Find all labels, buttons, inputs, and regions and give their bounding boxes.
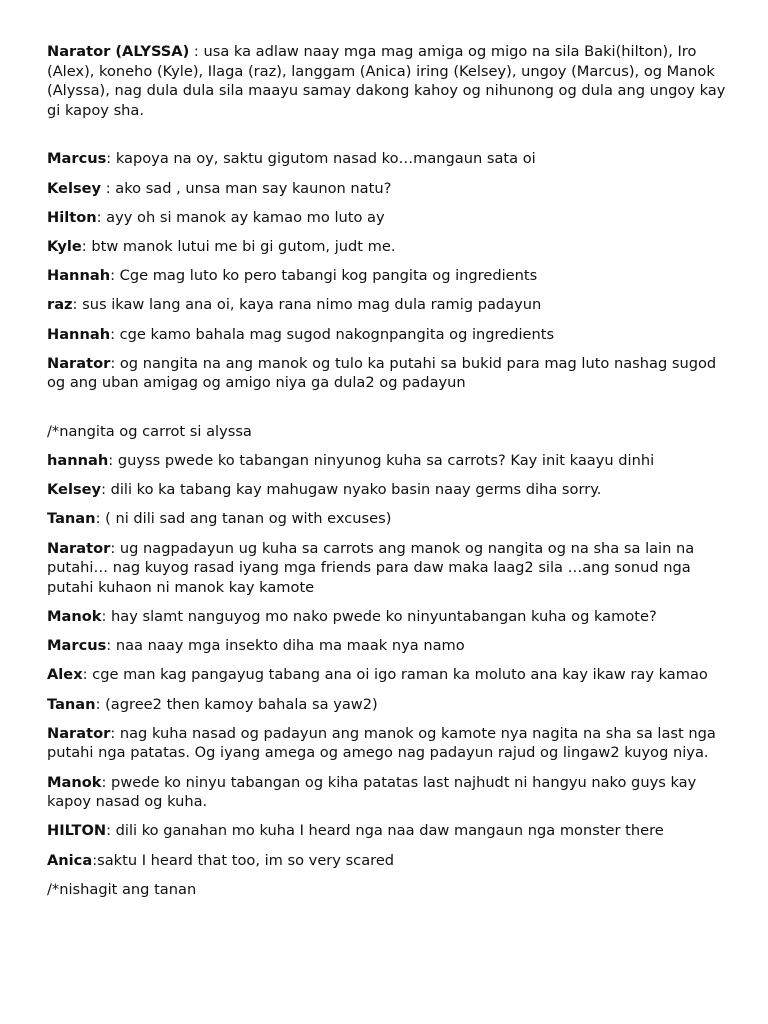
speaker-name: Hannah: [47, 325, 111, 343]
dialogue-line: [47, 208, 737, 228]
dialogue-line: [47, 451, 737, 471]
stage-direction-text: /*nangita og carrot si alyssa: [47, 422, 252, 440]
speaker-name: Tanan: [47, 510, 96, 528]
stage-direction: [47, 880, 737, 900]
dialogue-text: : naa naay mga insekto diha ma maak nya namo: [106, 637, 465, 655]
dialogue-line: [47, 480, 737, 500]
narration-paragraph: [47, 42, 737, 120]
speaker-name: Alex: [47, 666, 83, 684]
dialogue-line: [47, 266, 737, 286]
dialogue-line: [47, 851, 737, 871]
dialogue-line: [47, 325, 737, 345]
speaker-name: Marcus: [47, 150, 107, 168]
dialogue-text: : guyss pwede ko tabangan ninyunog kuha sa carrots? Kay init kaayu dinhi: [108, 452, 655, 470]
dialogue-text: : cge kamo bahala mag sugod nakognpangita og ingredients: [110, 325, 555, 343]
dialogue-text: : (agree2 then kamoy bahala sa yaw2): [95, 695, 378, 713]
speaker-name: Manok: [47, 608, 102, 625]
dialogue-text: : kapoya na oy, saktu gigutom nasad ko…mangaun sata oi: [106, 150, 536, 168]
narration-paragraph: [47, 354, 737, 393]
dialogue-line: [47, 179, 737, 199]
dialogue-line: [47, 665, 737, 685]
speaker-name: Kelsey: [47, 481, 102, 499]
dialogue-line: [47, 149, 737, 169]
speaker-name: Narator: [47, 354, 111, 372]
speaker-name: hannah: [47, 452, 109, 470]
dialogue-line: [47, 821, 737, 841]
dialogue-text: : hay slamt nanguyog mo nako pwede ko ninyuntabangan kuha og kamote?: [101, 608, 657, 625]
speaker-name: Kelsey: [47, 179, 102, 197]
speaker-name: Hannah: [47, 267, 111, 285]
dialogue-text: :saktu I heard that too, im so very scared: [92, 851, 395, 869]
dialogue-text: : og nangita na ang manok og tulo ka putahi sa bukid para mag luto nashag sugod og ang uban amigag og amigo niya ga dula2 og padayun: [47, 354, 717, 392]
dialogue-text: : ( ni dili sad ang tanan og with excuses): [95, 510, 392, 528]
narration-paragraph: [47, 539, 737, 598]
dialogue-line: [47, 237, 737, 257]
dialogue-text: : dili ko ka tabang kay mahugaw nyako basin naay germs diha sorry.: [101, 481, 602, 499]
dialogue-text: : Cge mag luto ko pero tabangi kog pangita og ingredients: [110, 267, 538, 285]
speaker-name: Hilton: [47, 208, 97, 226]
dialogue-line: [47, 636, 737, 656]
dialogue-text: : btw manok lutui me bi gi gutom, judt me.: [81, 237, 396, 255]
dialogue-text: : ug nagpadayun ug kuha sa carrots ang manok og nangita og na sha sa lain na putahi… nag kuyog rasad iyang mga friends para daw maka laag2 sila …ang sonud nga putahi kuhaon ni manok kay kamote: [47, 539, 695, 596]
narration-paragraph: [47, 724, 737, 763]
dialogue-text: : nag kuha nasad og padayun ang manok og kamote nya nagita na sha sa last nga putahi nga patatas. Og iyang amega og amego nag padayun rajud og lingaw2 kuyog niya.: [47, 724, 716, 762]
dialogue-line: [47, 295, 737, 315]
speaker-name: Tanan: [47, 695, 96, 713]
speaker-name: Narator: [47, 724, 111, 742]
stage-direction: [47, 422, 737, 442]
dialogue-text: : sus ikaw lang ana oi, kaya rana nimo mag dula ramig padayun: [72, 296, 542, 314]
dialogue-text: : usa ka adlaw naay mga mag amiga og migo na sila Baki(hilton), Iro (Alex), koneho (Kyle), Ilaga (raz), langgam (Anica) iring (Kelsey), ungoy (Marcus), og Manok (Alyssa), nag dula dula sila maayu samay dakong kahoy og nihunong og dula ang ungoy kay gi kapoy sha.: [47, 43, 726, 119]
script-body: [47, 42, 737, 909]
dialogue-line: [47, 773, 737, 812]
speaker-name: raz: [47, 296, 73, 314]
stage-direction-text: /*nishagit ang tanan: [47, 880, 197, 898]
dialogue-text: : ako sad , unsa man say kaunon natu?: [101, 179, 392, 197]
dialogue-line: [47, 695, 737, 715]
speaker-name: Narator (ALYSSA): [47, 43, 190, 60]
speaker-name: Manok: [47, 773, 102, 791]
dialogue-line: [47, 607, 737, 627]
speaker-name: Kyle: [47, 237, 82, 255]
dialogue-text: : dili ko ganahan mo kuha I heard nga naa daw mangaun nga monster there: [106, 822, 664, 840]
speaker-name: Anica: [47, 851, 93, 869]
speaker-name: Marcus: [47, 637, 107, 655]
dialogue-text: : pwede ko ninyu tabangan og kiha patatas last najhudt ni hangyu nako guys kay kapoy nasad og kuha.: [47, 773, 697, 811]
dialogue-text: : cge man kag pangayug tabang ana oi igo raman ka moluto ana kay ikaw ray kamao: [82, 666, 708, 684]
dialogue-line: [47, 509, 737, 529]
speaker-name: HILTON: [47, 822, 107, 840]
speaker-name: Narator: [47, 539, 111, 557]
dialogue-text: : ayy oh si manok ay kamao mo luto ay: [96, 208, 385, 226]
